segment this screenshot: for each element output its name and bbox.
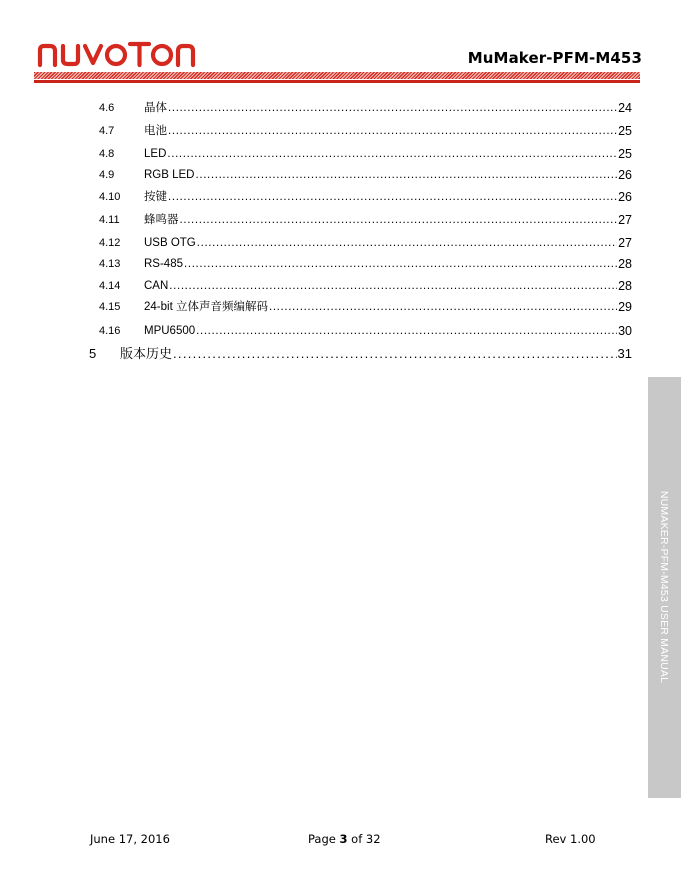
- toc-entry-number: 4.8: [99, 148, 115, 160]
- toc-dot-leader: [169, 280, 617, 293]
- side-tab: [648, 377, 681, 798]
- toc-entry[interactable]: [0, 120, 681, 140]
- toc-dot-leader: [196, 169, 618, 182]
- toc-entry-title: USB OTG: [144, 237, 196, 249]
- toc-entry-title: 版本历史: [120, 346, 173, 361]
- footer-page-current: 3: [339, 832, 348, 846]
- footer-date: June 17, 2016: [90, 832, 170, 846]
- table-of-contents: [0, 0, 681, 370]
- toc-entry[interactable]: [0, 186, 681, 206]
- toc-entry-title: 24-bit 立体声音频编解码: [144, 301, 268, 313]
- toc-entry[interactable]: [0, 320, 681, 340]
- toc-entry-chapter[interactable]: [0, 343, 681, 363]
- toc-dot-leader: [168, 102, 617, 115]
- toc-entry-title: 蜂鸣器: [144, 214, 179, 226]
- toc-dot-leader: [197, 237, 617, 250]
- toc-entry-page: 27: [618, 213, 632, 227]
- toc-entry-page: 31: [617, 346, 632, 361]
- toc-entry-page: 28: [618, 279, 632, 293]
- toc-entry[interactable]: [0, 296, 681, 316]
- toc-entry-number: 4.14: [99, 280, 121, 292]
- toc-entry-title: 电池: [144, 125, 167, 137]
- toc-entry-number: 4.9: [99, 169, 115, 181]
- toc-entry-number: 5: [89, 346, 97, 361]
- toc-entry-page: 24: [618, 101, 632, 115]
- toc-dot-leader: [173, 347, 617, 361]
- toc-entry-page: 26: [618, 168, 632, 182]
- toc-entry-title: MPU6500: [144, 325, 196, 337]
- toc-entry-page: 30: [618, 324, 632, 338]
- toc-entry-number: 4.13: [99, 258, 121, 270]
- footer-page-number: [308, 832, 381, 846]
- toc-dot-leader: [168, 191, 617, 204]
- toc-entry-page: 27: [618, 236, 632, 250]
- toc-entry-page: 26: [618, 190, 632, 204]
- toc-dot-leader: [196, 325, 617, 338]
- toc-dot-leader: [180, 214, 618, 227]
- toc-dot-leader: [167, 148, 617, 161]
- toc-entry-page: 28: [618, 257, 632, 271]
- footer-page-suffix: of 32: [347, 832, 381, 846]
- toc-entry[interactable]: [0, 209, 681, 229]
- toc-entry-page: 25: [618, 147, 632, 161]
- toc-entry-number: 4.16: [99, 325, 121, 337]
- toc-entry-number: 4.6: [99, 102, 115, 114]
- toc-entry-title: RS-485: [144, 258, 183, 270]
- toc-entry-title: 按键: [144, 191, 167, 203]
- toc-entry-number: 4.15: [99, 301, 121, 313]
- toc-dot-leader: [168, 125, 617, 138]
- toc-entry-number: 4.10: [99, 191, 121, 203]
- toc-entry[interactable]: [0, 164, 681, 184]
- footer-page-prefix: Page: [308, 832, 340, 846]
- footer-revision: Rev 1.00: [545, 832, 596, 846]
- toc-entry-number: 4.12: [99, 237, 121, 249]
- toc-entry[interactable]: [0, 253, 681, 273]
- toc-dot-leader: [269, 301, 617, 314]
- toc-entry[interactable]: [0, 232, 681, 252]
- toc-entry[interactable]: [0, 97, 681, 117]
- toc-entry-title: CAN: [144, 280, 169, 292]
- toc-entry-page: 29: [618, 300, 632, 314]
- toc-entry[interactable]: [0, 275, 681, 295]
- toc-entry-title: LED: [144, 148, 167, 160]
- toc-entry-number: 4.7: [99, 125, 115, 137]
- toc-entry-page: 25: [618, 124, 632, 138]
- toc-dot-leader: [184, 258, 617, 271]
- toc-entry-title: 晶体: [144, 102, 167, 114]
- document-title: MuMaker-PFM-M453: [467, 49, 642, 67]
- toc-entry-title: RGB LED: [144, 169, 195, 181]
- toc-entry-number: 4.11: [99, 214, 120, 226]
- side-tab-label: NUMAKER-PFM-M453 USER MANUAL: [658, 490, 670, 684]
- toc-entry[interactable]: [0, 143, 681, 163]
